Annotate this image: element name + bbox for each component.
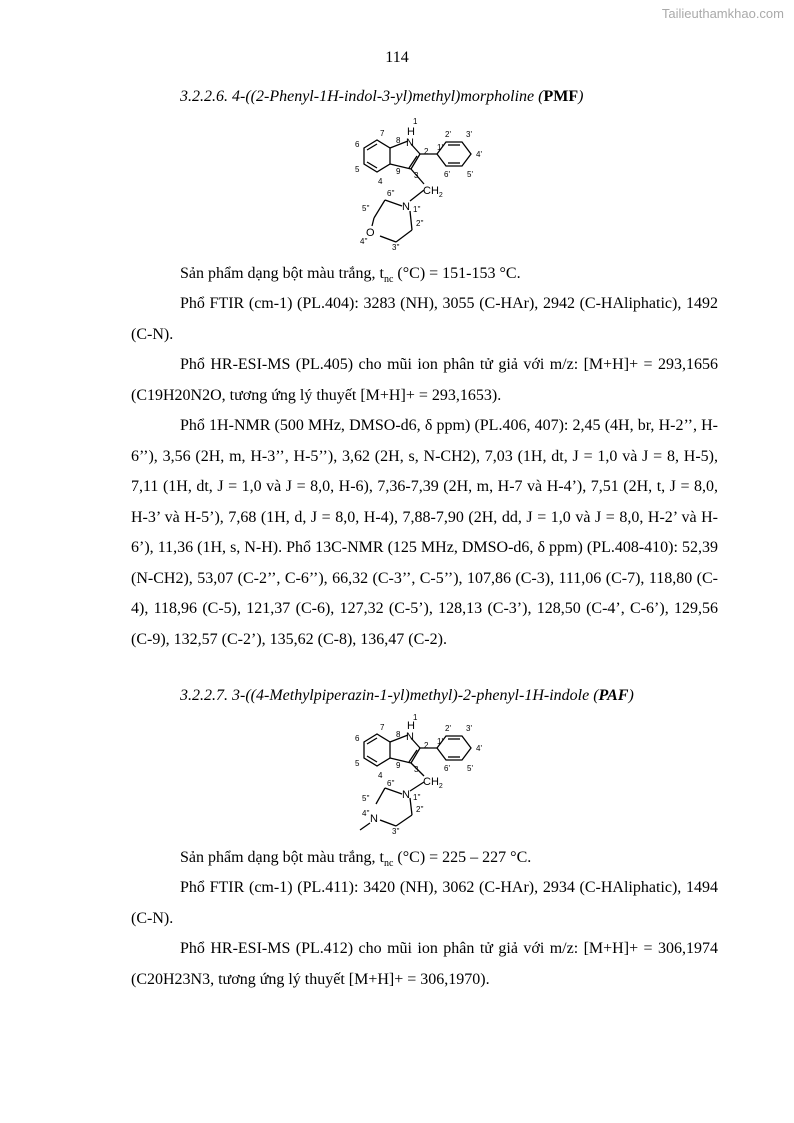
label-c3: 3 bbox=[414, 171, 419, 180]
label-c2pp: 2'' bbox=[416, 805, 424, 814]
label-nh-h: H bbox=[407, 720, 415, 732]
label-c4: 4 bbox=[378, 771, 383, 780]
structure-pmf bbox=[340, 114, 500, 259]
paf-ftir: Phổ FTIR (cm-1) (PL.411): 3420 (NH), 3062 (C-HAr), 2934 (C-HAliphatic), 1494 (C-N). bbox=[131, 879, 718, 927]
label-c5pp: 5'' bbox=[362, 794, 370, 803]
compound-code: PAF bbox=[598, 687, 629, 704]
label-c5: 5 bbox=[355, 759, 360, 768]
label-ch2: $CH_2$ bbox=[423, 776, 443, 790]
label-o: O bbox=[366, 227, 375, 239]
label-ch2: $CH_2$ bbox=[423, 185, 443, 199]
label-c4p: 4' bbox=[476, 150, 482, 159]
page-number: 114 bbox=[385, 49, 409, 66]
label-c3p: 3' bbox=[466, 724, 472, 733]
structure-paf bbox=[340, 712, 500, 842]
label-c5p: 5' bbox=[467, 764, 473, 773]
label-c6pp: 6'' bbox=[387, 779, 395, 788]
label-c6pp: 6'' bbox=[387, 189, 395, 198]
section-heading-pmf: 3.2.2.6. 4-((2-Phenyl-1H-indol-3-yl)methyl)morpholine (PMF) bbox=[180, 88, 584, 105]
label-c6p: 6' bbox=[444, 170, 450, 179]
watermark: Tailieuthamkhao.com bbox=[661, 6, 784, 21]
label-c3pp: 3'' bbox=[392, 827, 400, 836]
label-nh-num: 1 bbox=[413, 713, 418, 722]
label-c8: 8 bbox=[396, 730, 401, 739]
label-n1-num: 1'' bbox=[413, 793, 421, 802]
label-n1-num: 1'' bbox=[413, 205, 421, 214]
label-c3p: 3' bbox=[466, 130, 472, 139]
compound-name: 4-((2-Phenyl-1H-indol-3-yl)methyl)morpholine bbox=[232, 88, 535, 105]
label-c6p: 6' bbox=[444, 764, 450, 773]
label-c9: 9 bbox=[396, 761, 401, 770]
section-heading-paf: 3.2.2.7. 3-((4-Methylpiperazin-1-yl)methyl)-2-phenyl-1H-indole (PAF) bbox=[180, 687, 634, 704]
section-number: 3.2.2.6. bbox=[180, 88, 228, 105]
label-c2pp: 2'' bbox=[416, 219, 424, 228]
label-c6: 6 bbox=[355, 140, 360, 149]
label-nh-h: H bbox=[407, 126, 415, 138]
label-c4pp: 4'' bbox=[362, 809, 370, 818]
label-c7: 7 bbox=[380, 129, 385, 138]
label-c2p: 2' bbox=[445, 724, 451, 733]
compound-code: PMF bbox=[543, 88, 579, 105]
label-c5p: 5' bbox=[467, 170, 473, 179]
label-c6: 6 bbox=[355, 734, 360, 743]
label-c5: 5 bbox=[355, 165, 360, 174]
label-c2: 2 bbox=[424, 741, 429, 750]
label-c7: 7 bbox=[380, 723, 385, 732]
section-number: 3.2.2.7. bbox=[180, 687, 228, 704]
label-n1: N bbox=[402, 789, 410, 801]
label-c2: 2 bbox=[424, 147, 429, 156]
label-nh-n: N bbox=[406, 137, 414, 149]
label-c3: 3 bbox=[414, 765, 419, 774]
label-c5pp: 5'' bbox=[362, 204, 370, 213]
label-c9: 9 bbox=[396, 167, 401, 176]
label-c4p: 4' bbox=[476, 744, 482, 753]
label-c3pp: 3'' bbox=[392, 243, 400, 252]
label-c4: 4 bbox=[378, 177, 383, 186]
pmf-appearance: Sản phẩm dạng bột màu trắng, $t_{nc}$ (°C) = 151-153 °C. bbox=[180, 265, 521, 286]
paf-appearance: Sản phẩm dạng bột màu trắng, $t_{nc}$ (°C) = 225 – 227 °C. bbox=[180, 849, 532, 870]
label-nh-n: N bbox=[406, 731, 414, 743]
label-c4pp: 4'' bbox=[360, 237, 368, 246]
label-c2p: 2' bbox=[445, 130, 451, 139]
compound-name: 3-((4-Methylpiperazin-1-yl)methyl)-2-phenyl-1H-indole bbox=[232, 687, 590, 704]
label-c1p: 1' bbox=[437, 737, 443, 746]
label-c1p: 1' bbox=[437, 143, 443, 152]
label-n1: N bbox=[402, 201, 410, 213]
label-n4: N bbox=[370, 813, 378, 825]
pmf-hrms: Phổ HR-ESI-MS (PL.405) cho mũi ion phân tử giả với m/z: [M+H]+ = 293,1656 (C19H20N2O, tương ứng lý thuyết [M+H]+ = 293,1653). bbox=[131, 356, 718, 404]
pmf-ftir: Phổ FTIR (cm-1) (PL.404): 3283 (NH), 3055 (C-HAr), 2942 (C-HAliphatic), 1492 (C-N). bbox=[131, 295, 718, 343]
label-nh-num: 1 bbox=[413, 117, 418, 126]
pmf-nmr: Phổ 1H-NMR (500 MHz, DMSO-d6, δ ppm) (PL.406, 407): 2,45 (4H, br, H-2’’, H-6’’), 3,56 (2H, m, H-3’’, H-5’’), 3,62 (2H, s, N-CH2), 7,03 (1H, dt, J = 1,0 và J = 8, H-5), 7,11 (1H, dt, J = 1,0 và J = 8,0, H-6), 7,36-7,39 (2H, m, H-7 và H-4’), 7,51 (2H, t, J = 8,0, H-3’ và H-5’), 7,68 (1H, d, J = 8,0, H-4), 7,88-7,90 (2H, dd, J = 1,0 và J = 8,0, H-2’ và H-6’), 11,36 (1H, s, N-H). Phổ 13C-NMR (125 MHz, DMSO-d6, δ ppm) (PL.408-410): 52,39 (N-CH2), 53,07 (C-2’’, C-6’’), 66,32 (C-3’’, C-5’’), 107,86 (C-3), 111,06 (C-7), 118,80 (C-4), 118,96 (C-5), 121,37 (C-6), 127,32 (C-5’), 128,13 (C-3’), 128,50 (C-4’, C-6’), 129,56 (C-9), 132,57 (C-2’), 135,62 (C-8), 136,47 (C-2). bbox=[131, 417, 718, 648]
label-c8: 8 bbox=[396, 136, 401, 145]
paf-hrms: Phổ HR-ESI-MS (PL.412) cho mũi ion phân tử giả với m/z: [M+H]+ = 306,1974 (C20H23N3, tương ứng lý thuyết [M+H]+ = 306,1970). bbox=[131, 940, 718, 988]
